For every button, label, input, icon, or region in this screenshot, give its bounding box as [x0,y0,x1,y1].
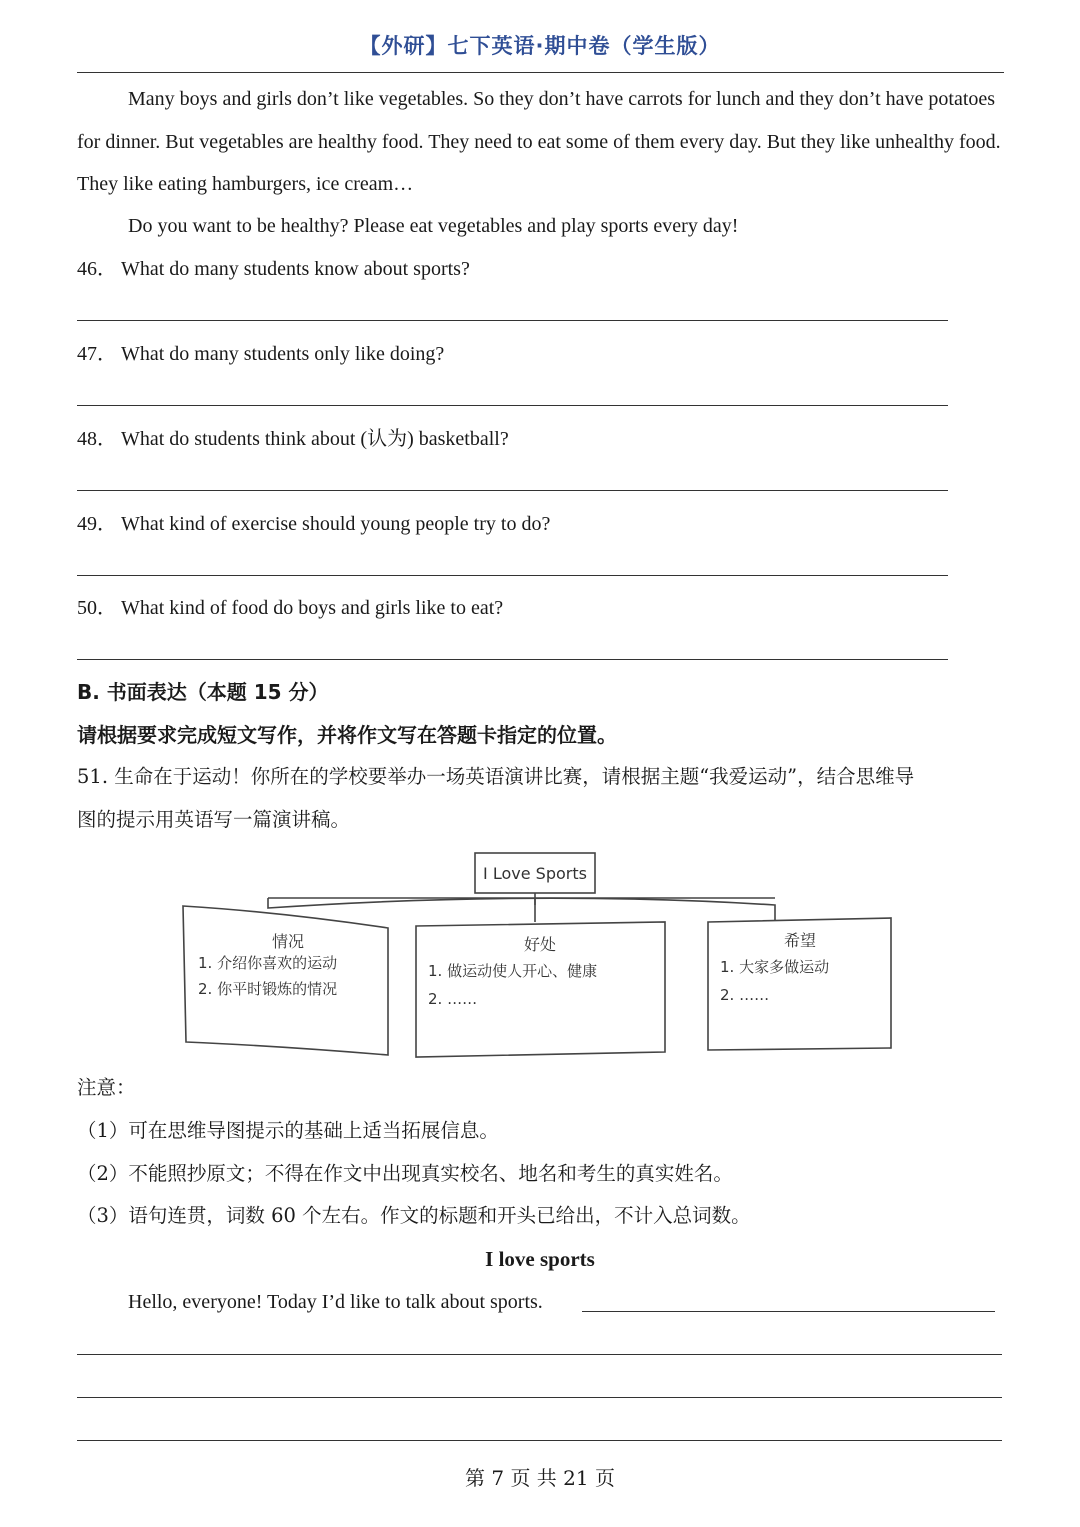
branch-1-title: 情况 [271,932,305,951]
branch-2-item-1: 1. 做运动使人开心、健康 [428,962,598,980]
question-49 [77,512,550,536]
branch-3-item-2: 2. …… [720,986,770,1004]
branch-1-item-1: 1. 介绍你喜欢的运动 [198,954,338,972]
answer-line-48[interactable] [77,490,948,491]
essay-writing-line-4[interactable] [77,1440,1002,1441]
essay-opening: Hello, everyone! Today I’d like to talk about sports. [128,1291,543,1313]
writing-prompt-line-1: 51. 生命在于运动！你所在的学校要举办一场英语演讲比赛，请根据主题“我爱运动”，结合思维导 [77,765,915,788]
notes-label: 注意： [77,1076,136,1099]
question-48 [77,427,509,451]
question-number: 49． [77,513,117,535]
question-text: What kind of food do boys and girls like to eat? [121,597,504,619]
section-b-title: B. 书面表达（本题 15 分） [77,680,329,704]
page-number: 第 7 页 共 21 页 [465,1466,615,1490]
answer-line-50[interactable] [77,659,948,660]
answer-line-49[interactable] [77,575,948,576]
mind-map-diagram [180,850,900,1065]
essay-title: I love sports [485,1247,595,1271]
answer-line-46[interactable] [77,320,948,321]
question-46 [77,257,470,281]
answer-line-47[interactable] [77,405,948,406]
question-number: 46． [77,258,117,280]
note-3: （3）语句连贯，词数 60 个左右。作文的标题和开头已给出，不计入总词数。 [77,1204,751,1227]
essay-writing-line-3[interactable] [77,1397,1002,1398]
note-1: （1）可在思维导图提示的基础上适当拓展信息。 [77,1119,499,1142]
question-number: 48． [77,428,117,450]
writing-prompt-line-2: 图的提示用英语写一篇演讲稿。 [77,808,351,831]
question-text: What do students think about (认为) basketball? [121,428,509,450]
question-text: What do many students only like doing? [121,343,445,365]
question-47 [77,342,444,366]
mind-map-connector [268,898,775,920]
mind-map-root-label: I Love Sports [483,864,587,883]
question-text: What kind of exercise should young people try to do? [121,513,551,535]
note-2: （2）不能照抄原文；不得在作文中出现真实校名、地名和考生的真实姓名。 [77,1162,733,1185]
passage-paragraph-2: Do you want to be healthy? Please eat vegetables and play sports every day! [128,215,739,237]
question-text: What do many students know about sports? [121,258,470,280]
passage-paragraph-1: Many boys and girls don’t like vegetables. So they don’t have carrots for lunch and they don’t have potatoes for dinner. But vegetables are healthy food. They need to eat some of them every day. But they like unhealthy food. They like eating hamburgers, ice cream… [77,88,1001,195]
branch-1-item-2: 2. 你平时锻炼的情况 [198,980,338,998]
essay-writing-line-2[interactable] [77,1354,1002,1355]
essay-writing-line-1[interactable] [582,1311,995,1312]
branch-2-title: 好处 [523,935,557,954]
branch-3-title: 希望 [783,931,817,950]
question-number: 50． [77,597,117,619]
question-50 [77,596,503,620]
header-divider [77,72,1004,73]
branch-3-item-1: 1. 大家多做运动 [720,958,830,976]
branch-2-item-2: 2. …… [428,990,478,1008]
page-header-title: 【外研】七下英语·期中卷（学生版） [359,34,721,58]
section-b-instruction: 请根据要求完成短文写作，并将作文写在答题卡指定的位置。 [77,723,617,747]
question-number: 47． [77,343,117,365]
